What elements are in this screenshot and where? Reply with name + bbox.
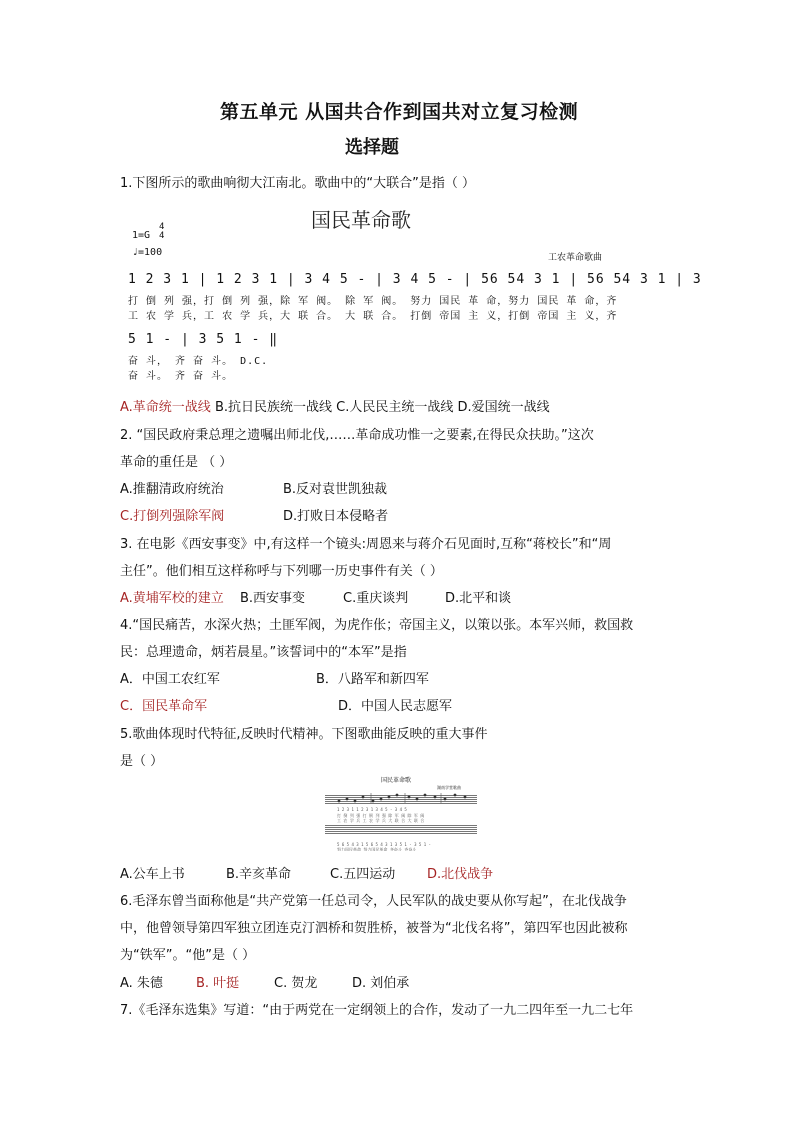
question-1-stem: 1.下图所示的歌曲响彻大江南北。歌曲中的“大联合”是指（ ） (120, 176, 476, 191)
meter-top: 4 (159, 222, 165, 232)
page-title: 第五单元 从国共合作到国共对立复习检测 (220, 101, 579, 123)
q6-option-a[interactable]: A. 朱德 (120, 976, 163, 991)
score-song-title: 国民革命歌 (311, 208, 411, 232)
svg-text:工 农 学 兵 工 农 学 兵 大 联 合 大 联 合: 工 农 学 兵 工 农 学 兵 大 联 合 大 联 合 (337, 818, 425, 823)
score-notes-line-1: 1 2 3 1 | 1 2 3 1 | 3 4 5 - | 3 4 5 - | 56 54 3 1 | 56 54 3 1 | 3 (128, 272, 702, 287)
q1-option-b[interactable]: B.抗日民族统一战线 (210, 400, 332, 415)
score-composer: 工农革命歌曲 (548, 253, 603, 263)
question-6-stem-line-1: 6.毛泽东曾当面称他是“共产党第一任总司令，人民军队的战史要从你写起”，在北伐战争 (120, 894, 627, 909)
q5-option-c[interactable]: C.五四运动 (330, 867, 396, 882)
score-lyrics-1-line-1: 打 倒 列 强，打 倒 列 强，除 军 阀。 除 军 阀。 努力 国民 革 命，努力 国民 革 命，齐 (128, 296, 618, 307)
question-3-stem-line-2: 主任”。他们相互这样称呼与下列哪一历史事件有关（ ） (120, 564, 443, 579)
q2-option-b[interactable]: B.反对袁世凯独裁 (283, 482, 388, 497)
q2-option-a[interactable]: A.推翻清政府统治 (120, 482, 224, 497)
q4-option-c[interactable]: C．国民革命军 (120, 699, 208, 714)
q6-option-b[interactable]: B. 叶挺 (196, 976, 240, 991)
q4-option-a[interactable]: A．中国工农红军 (120, 672, 220, 687)
q1-option-d[interactable]: D.爱国统一战线 (453, 400, 550, 415)
score-meter (159, 223, 164, 241)
question-5-stem-line-2: 是（ ） (120, 754, 164, 769)
q6-option-d[interactable]: D. 刘伯承 (352, 976, 410, 991)
question-4-stem-line-2: 民：总理遗命，炳若晨星。”该誓词中的“本军”是指 (120, 645, 407, 660)
svg-text:打 倒 列 强 打 倒 列 强 除 军 阀 除 军 阀: 打 倒 列 强 打 倒 列 强 除 军 阀 除 军 阀 (337, 813, 425, 818)
song-score (128, 204, 702, 384)
q5-option-d[interactable]: D.北伐战争 (427, 867, 494, 882)
section-title: 选择题 (345, 137, 399, 158)
q3-option-b[interactable]: B.西安事变 (240, 591, 306, 606)
question-2-stem-line-2: 革命的重任是 （ ） (120, 455, 233, 470)
q5-option-b[interactable]: B.辛亥革命 (226, 867, 292, 882)
question-7-stem-line-1: 7.《毛泽东选集》写道：“由于两党在一定纲领上的合作，发动了一九二四年至一九二七年 (120, 1003, 634, 1018)
thumb-title: 国民革命歌 (381, 777, 412, 784)
score-tempo: ♩=100 (132, 247, 163, 258)
song-score-thumbnail (321, 773, 481, 851)
q1-option-a[interactable]: A.革命统一战线 (120, 400, 211, 415)
q5-option-a[interactable]: A.公车上书 (120, 867, 185, 882)
q2-option-d[interactable]: D.打败日本侵略者 (283, 509, 389, 524)
q1-option-c[interactable]: C.人民民主统一战线 (332, 400, 454, 415)
svg-text:5 6 5 4 3 1 5 6 5 4 3 1 3 5 1: 5 6 5 4 3 1 5 6 5 4 3 1 3 5 1 - 3 5 1 - (337, 842, 431, 847)
q2-option-c[interactable]: C.打倒列强除军阀 (120, 509, 225, 524)
score-lyrics-1-line-2: 奋 斗， 齐 奋 斗。 D.C. (128, 356, 269, 367)
q3-option-d[interactable]: D.北平和谈 (445, 591, 512, 606)
score-lyrics-2-line-2: 奋 斗。 齐 奋 斗。 (128, 371, 234, 382)
question-1-options (120, 396, 550, 415)
question-5-stem-line-1: 5.歌曲体现时代特征,反映时代精神。下图歌曲能反映的重大事件 (120, 727, 488, 742)
question-2-stem-line-1: 2. “国民政府秉总理之遗嘱出师北伐,……革命成功惟一之要素,在得民众扶助。”这次 (120, 428, 594, 443)
thumb-note: 湖南学堂歌曲 (437, 785, 461, 790)
meter-bottom: 4 (159, 231, 165, 241)
score-lyrics-2-line-1: 工 农 学 兵，工 农 学 兵，大 联 合。 大 联 合。 打倒 帝国 主 义，打倒 帝国 主 义，齐 (128, 311, 618, 322)
q3-option-a[interactable]: A.黄埔军校的建立 (120, 591, 224, 606)
svg-text:努力国民革命 努力国民革命 齐奋斗 齐奋斗: 努力国民革命 努力国民革命 齐奋斗 齐奋斗 (337, 847, 417, 851)
staff-2 (325, 825, 477, 835)
q3-option-c[interactable]: C.重庆谈判 (343, 591, 409, 606)
question-3-stem-line-1: 3. 在电影《西安事变》中,有这样一个镜头:周恩来与蒋介石见面时,互称“蒋校长”和“周 (120, 537, 612, 552)
question-6-stem-line-3: 为“铁军”。“他”是（ ） (120, 948, 256, 963)
question-4-stem-line-1: 4.“国民痛苦，水深火热；土匪军阀，为虎作伥；帝国主义，以策以张。本军兴师，救国救 (120, 618, 634, 633)
q6-option-c[interactable]: C. 贺龙 (274, 976, 318, 991)
score-key: 1=G (132, 230, 151, 241)
score-notes-line-2: 5 1 - | 3 5 1 - ‖ (128, 332, 279, 347)
thumb-notation (325, 791, 477, 851)
svg-text:1 2 3 1 1 2 3 1 3 4: 1 2 3 1 1 2 3 1 3 4 5 - 3 4 5 (337, 807, 407, 812)
q4-option-b[interactable]: B．八路军和新四军 (316, 672, 429, 687)
question-6-stem-line-2: 中，他曾领导第四军独立团连克汀泗桥和贺胜桥，被誉为“北伐名将”，第四军也因此被称 (120, 921, 628, 936)
q4-option-d[interactable]: D．中国人民志愿军 (338, 699, 453, 714)
